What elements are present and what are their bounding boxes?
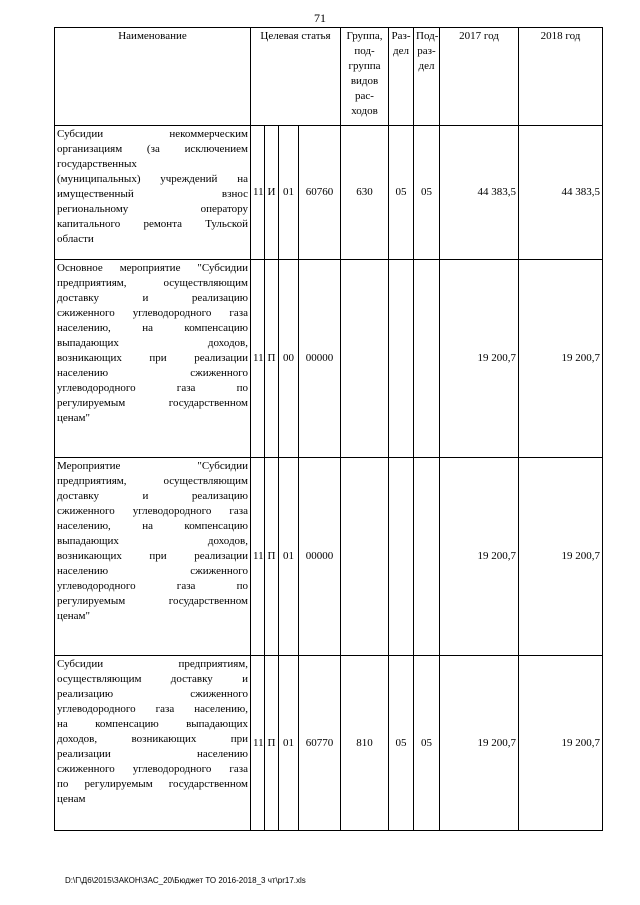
- cell-2017: 19 200,7: [440, 656, 519, 831]
- cell-section: [389, 260, 414, 458]
- cell-group: [341, 458, 389, 656]
- table-row: [55, 260, 603, 458]
- cell-subsection: [414, 260, 440, 458]
- cell-2018: 44 383,5: [519, 126, 603, 260]
- cell-2017: 19 200,7: [440, 458, 519, 656]
- cell-subprogram: П: [265, 656, 279, 831]
- cell-direction: 60760: [299, 126, 341, 260]
- cell-program: 11: [251, 126, 265, 260]
- cell-2018: 19 200,7: [519, 656, 603, 831]
- cell-2017: 19 200,7: [440, 260, 519, 458]
- cell-group: 810: [341, 656, 389, 831]
- header-year-2018: 2018 год: [519, 28, 603, 126]
- cell-2018: 19 200,7: [519, 458, 603, 656]
- header-group: Группа, под- группа видов рас- ходов: [341, 28, 389, 126]
- cell-subprogram: П: [265, 260, 279, 458]
- row-name: Основное мероприятие "Субсидии предприятиям, осуществляющим доставку и реализацию сжиженного углеводородного газа населению, на компенсацию выпадающих доходов, возникающих при реализации населению сжиженного углеводородного газа по регулируемым государственном ценам": [55, 260, 251, 458]
- cell-section: 05: [389, 126, 414, 260]
- cell-direction: 60770: [299, 656, 341, 831]
- header-section: Раз- дел: [389, 28, 414, 126]
- row-name: Субсидии некоммерческим организациям (за исключением государственных (муниципальных) учреждений на имущественный взнос региональному оператору капитального ремонта Тульской области: [55, 126, 251, 260]
- cell-2017: 44 383,5: [440, 126, 519, 260]
- cell-group: 630: [341, 126, 389, 260]
- cell-subsection: 05: [414, 126, 440, 260]
- table-row: [55, 656, 603, 831]
- cell-subsection: [414, 458, 440, 656]
- cell-program: 11: [251, 260, 265, 458]
- header-year-2017: 2017 год: [440, 28, 519, 126]
- cell-program: 11: [251, 656, 265, 831]
- cell-event: 01: [279, 458, 299, 656]
- page-number: 71: [314, 11, 326, 25]
- cell-subsection: 05: [414, 656, 440, 831]
- cell-subprogram: И: [265, 126, 279, 260]
- table-row: [55, 458, 603, 656]
- cell-2018: 19 200,7: [519, 260, 603, 458]
- footer-file-path: D:\Г\Д6\2015\ЗАКОН\ЗАС_20\Бюджет ТО 2016-2018_3 чт\pr17.xls: [65, 876, 306, 885]
- budget-table: [54, 27, 603, 831]
- cell-event: 01: [279, 656, 299, 831]
- cell-direction: 00000: [299, 458, 341, 656]
- cell-section: 05: [389, 656, 414, 831]
- cell-program: 11: [251, 458, 265, 656]
- row-name: Субсидии предприятиям, осуществляющим доставку и реализацию сжиженного углеводородного газа населению, на компенсацию выпадающих доходов, возникающих при реализации населению сжиженного углеводородного газа по регулируемым государственном ценам: [55, 656, 251, 831]
- header-subsection: Под- раз- дел: [414, 28, 440, 126]
- header-name: Наименование: [55, 28, 251, 126]
- cell-direction: 00000: [299, 260, 341, 458]
- header-target-article: Целевая статья: [251, 28, 341, 126]
- cell-event: 01: [279, 126, 299, 260]
- cell-subprogram: П: [265, 458, 279, 656]
- table-header-row: [55, 28, 603, 126]
- table-row: [55, 126, 603, 260]
- cell-section: [389, 458, 414, 656]
- cell-event: 00: [279, 260, 299, 458]
- row-name: Мероприятие "Субсидии предприятиям, осуществляющим доставку и реализацию сжиженного углеводородного газа населению, на компенсацию выпадающих доходов, возникающих при реализации населению сжиженного углеводородного газа по регулируемым государственном ценам": [55, 458, 251, 656]
- cell-group: [341, 260, 389, 458]
